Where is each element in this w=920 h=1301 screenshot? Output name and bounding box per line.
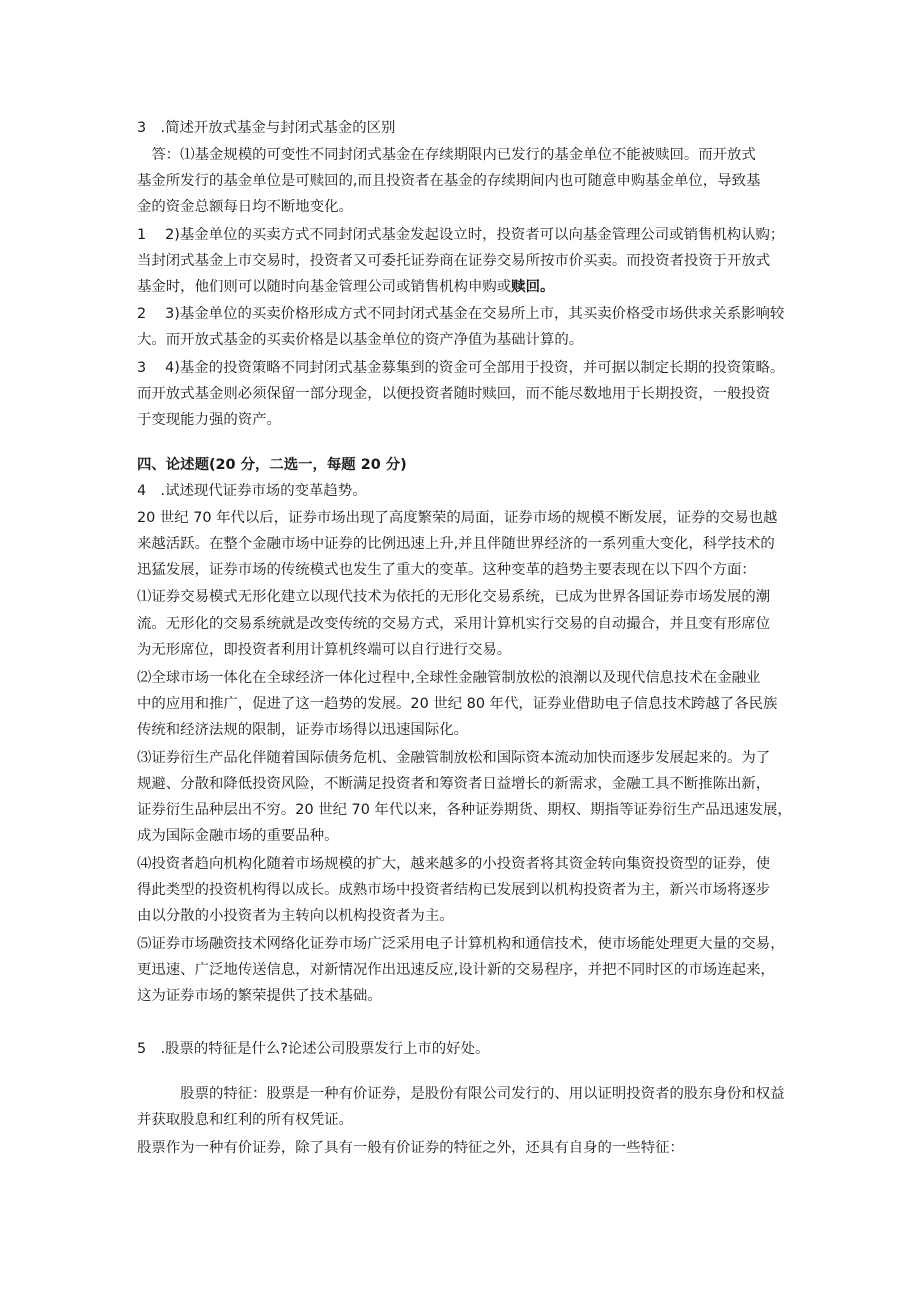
answer-4-point-3: ⑶证券衍生产品化伴随着国际债务危机、金融管制放松和国际资本流动加快而逐步发展起来的。为了 — [137, 750, 771, 766]
answer-4-intro: 迅猛发展，证券市场的传统模式也发生了重大的变革。这种变革的趋势主要表现在以下四个方面： — [137, 562, 756, 578]
answer-4-point-4: 由以分散的小投资者为主转向以机构投资者为主。 — [137, 908, 454, 924]
answer-3-paragraph-1: 金的资金总额每日均不断地变化。 — [137, 199, 353, 215]
answer-3-paragraph-4: 于变现能力强的资产。 — [137, 412, 281, 428]
answer-4-point-3: 证券衍生品种层出不穷。20 世纪 70 年代以来，各种证券期货、期权、期指等证券衍生产品迅速发展， — [137, 802, 792, 818]
answer-4-point-5: 更迅速、广泛地传送信息，对新情况作出迅速反应,设计新的交易程序，并把不同时区的市场连起来， — [137, 962, 775, 978]
answer-4-point-1: 流。无形化的交易系统就是改变传统的交易方式，采用计算机实行交易的自动撮合，并且变有形席位 — [137, 616, 771, 632]
answer-4-point-2: 传统和经济法规的限制，证券市场得以迅速国际化。 — [137, 722, 468, 738]
answer-3-paragraph-3: 大。而开放式基金的买卖价格是以基金单位的资产净值为基础计算的。 — [137, 332, 584, 348]
answer-5-paragraph-1: 并获取股息和红利的所有权凭证。 — [137, 1112, 353, 1128]
answer-4-point-5: ⑸证券市场融资技术网络化证券市场广泛采用电子计算机构和通信技术，使市场能处理更大量的交易， — [137, 936, 785, 952]
answer-4-point-1: ⑴证券交易模式无形化建立以现代技术为依托的无形化交易系统，已成为世界各国证券市场发展的潮 — [137, 589, 771, 605]
answer-4-point-3: 成为国际金融市场的重要品种。 — [137, 828, 339, 844]
answer-5-paragraph-2: 股票作为一种有价证券，除了具有一般有价证券的特征之外，还具有自身的一些特征： — [137, 1140, 684, 1156]
answer-3-paragraph-3: 2 3)基金单位的买卖价格形成方式不同封闭式基金在交易所上市，其买卖价格受市场供求关系影响较 — [137, 306, 785, 322]
answer-3-paragraph-1: 答：⑴基金规模的可变性不同封闭式基金在存续期限内已发行的基金单位不能被赎回。而开放式 — [137, 147, 756, 163]
question-3-title: 3 .简述开放式基金与封闭式基金的区别 — [137, 120, 396, 136]
answer-3-paragraph-4: 而开放式基金则必须保留一部分现金，以便投资者随时赎回，而不能尽数地用于长期投资，一般投资 — [137, 386, 771, 402]
answer-4-point-1: 为无形席位，即投资者利用计算机终端可以自行进行交易。 — [137, 642, 512, 658]
answer-4-point-3: 规避、分散和降低投资风险，不断满足投资者和筹资者日益增长的新需求，金融工具不断推陈出新， — [137, 776, 771, 792]
bold-text-run: 赎回。 — [511, 279, 555, 295]
answer-4-intro: 20 世纪 70 年代以后，证券市场出现了高度繁荣的局面，证券市场的规模不断发展，证券的交易也越 — [137, 510, 778, 526]
answer-4-point-4: 得此类型的投资机构得以成长。成熟市场中投资者结构已发展到以机构投资者为主，新兴市场将逐步 — [137, 882, 771, 898]
answer-4-intro: 来越活跃。在整个金融市场中证券的比例迅速上升,并且伴随世界经济的一系列重大变化，科学技术的 — [137, 536, 775, 552]
answer-5-paragraph-1: 股票的特征：股票是一种有价证券，是股份有限公司发行的、用以证明投资者的股东身份和权益 — [137, 1086, 785, 1102]
text-run: 基金时，他们则可以随时向基金管理公司或销售机构申购或 — [137, 279, 512, 295]
answer-4-point-2: ⑵全球市场一体化在全球经济一体化过程中,全球性金融管制放松的浪潮以及现代信息技术在金融业 — [137, 670, 761, 686]
section-4-heading: 四、论述题(20 分，二选一，每题 20 分) — [137, 457, 407, 473]
answer-4-point-4: ⑷投资者趋向机构化随着市场规模的扩大，越来越多的小投资者将其资金转向集资投资型的证券，使 — [137, 856, 771, 872]
answer-3-paragraph-4: 3 4)基金的投资策略不同封闭式基金募集到的资金可全部用于投资，并可据以制定长期的投资策略。 — [137, 360, 785, 376]
answer-3-paragraph-2: 1 2)基金单位的买卖方式不同封闭式基金发起设立时，投资者可以向基金管理公司或销售机构认购； — [137, 227, 785, 243]
answer-3-paragraph-1: 基金所发行的基金单位是可赎回的,而且投资者在基金的存续期间内也可随意申购基金单位，导致基 — [137, 173, 761, 189]
question-4-title: 4 .试述现代证券市场的变革趋势。 — [137, 483, 367, 499]
answer-4-point-2: 中的应用和推广，促进了这一趋势的发展。20 世纪 80 年代，证券业借助电子信息技术跨越了各民族 — [137, 696, 778, 712]
question-5-title: 5 .股票的特征是什么?论述公司股票发行上市的好处。 — [137, 1041, 490, 1057]
answer-3-paragraph-2: 当封闭式基金上市交易时，投资者又可委托证券商在证券交易所按市价买卖。而投资者投资于开放式 — [137, 253, 771, 269]
answer-4-point-5: 这为证券市场的繁荣提供了技术基础。 — [137, 988, 382, 1004]
answer-3-paragraph-2 — [137, 274, 797, 300]
